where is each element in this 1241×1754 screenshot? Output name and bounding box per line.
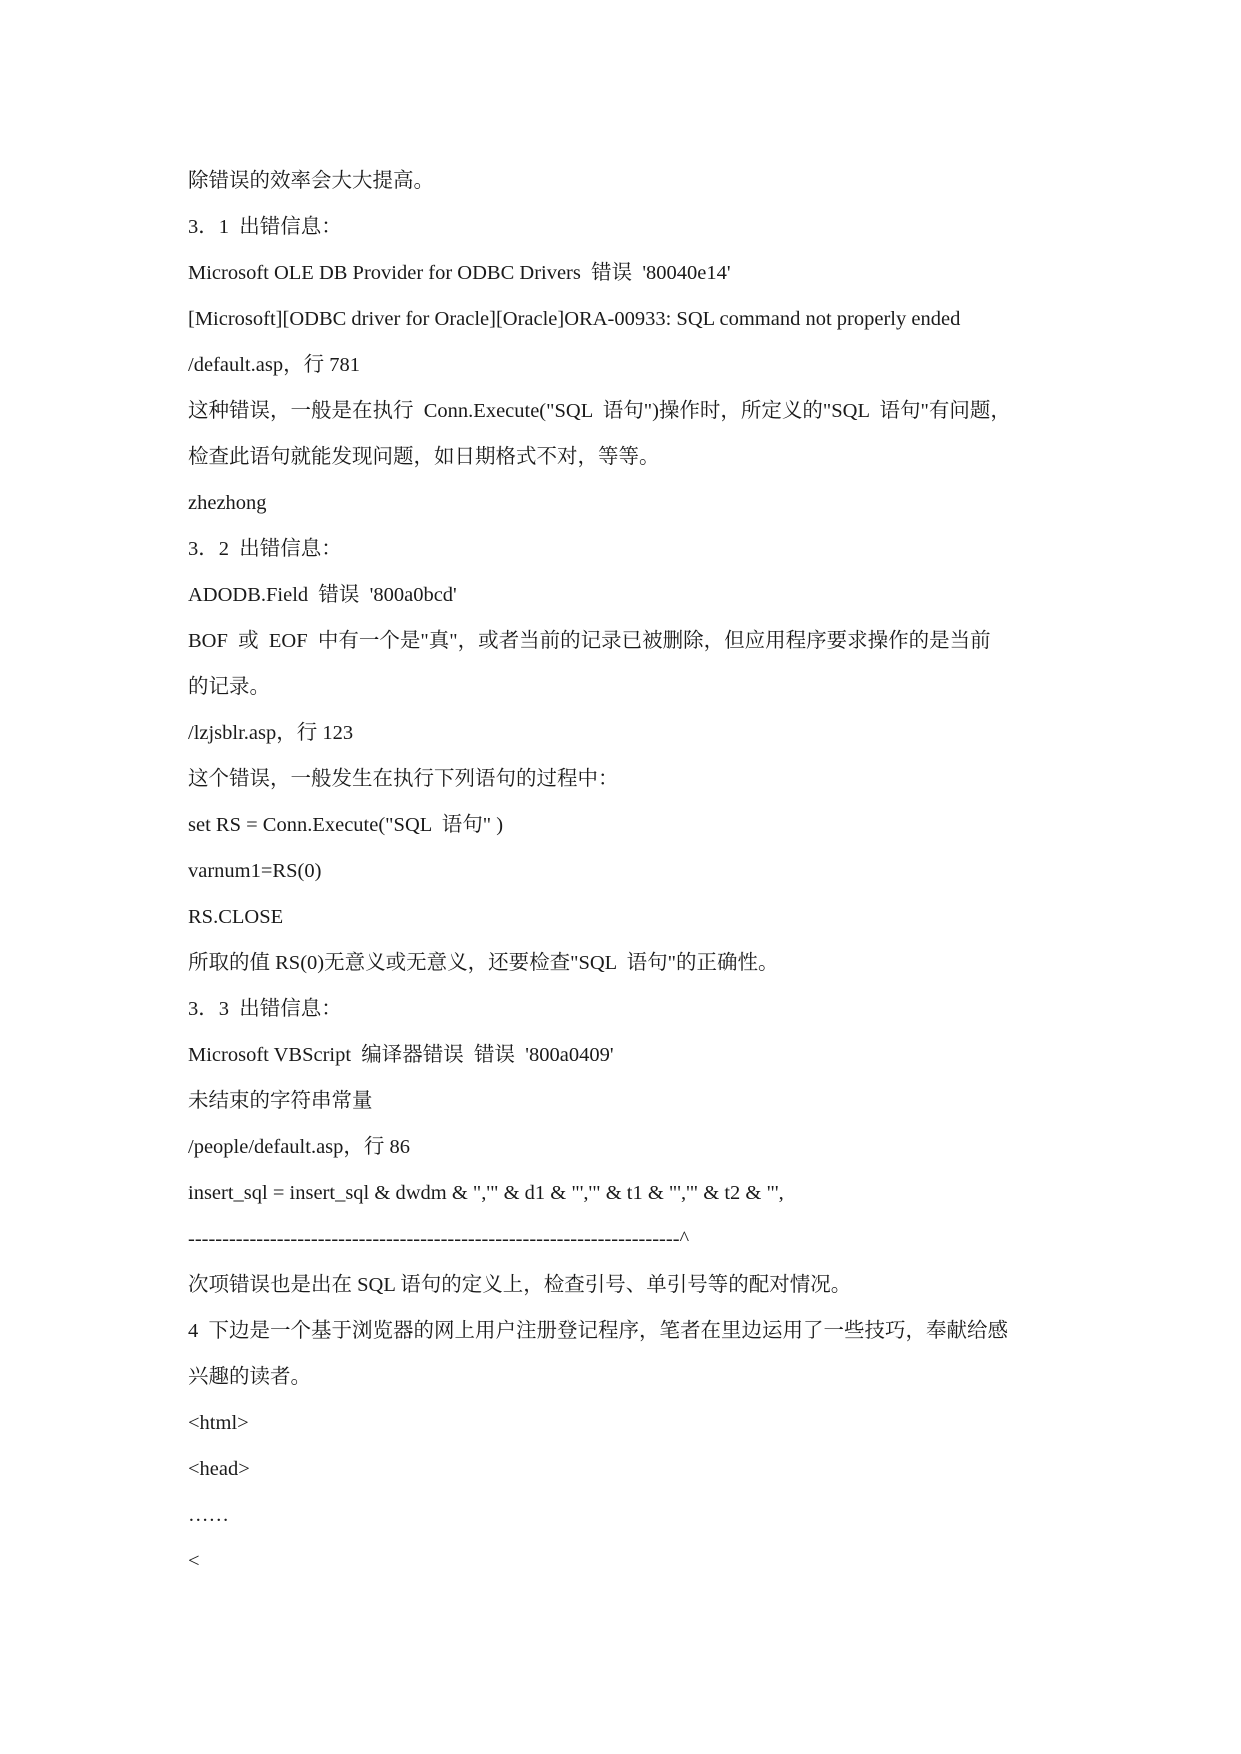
section-heading-3-1: 3．1 出错信息：	[188, 216, 342, 238]
text-line: 这个错误，一般发生在执行下列语句的过程中：	[188, 768, 619, 790]
document-body	[188, 158, 1058, 1584]
code-line: <html>	[188, 1412, 249, 1434]
error-message-line: Microsoft VBScript 编译器错误 错误 '800a0409'	[188, 1044, 614, 1066]
error-message-line: [Microsoft][ODBC driver for Oracle][Oracle]ORA-00933: SQL command not properly ended	[188, 308, 961, 330]
text-line: zhezhong	[188, 492, 267, 514]
error-message-line: Microsoft OLE DB Provider for ODBC Drivers 错误 '80040e14'	[188, 262, 731, 284]
code-line: set RS = Conn.Execute("SQL 语句" )	[188, 814, 504, 836]
text-line: 未结束的字符串常量	[188, 1090, 373, 1112]
code-line: varnum1=RS(0)	[188, 860, 322, 882]
error-location-line: /default.asp，行 781	[188, 354, 360, 376]
code-line: <	[188, 1550, 200, 1572]
code-line: insert_sql = insert_sql & dwdm & ",'" & d1 & "','" & t1 & "','" & t2 & "',	[188, 1182, 784, 1204]
code-line: <head>	[188, 1458, 250, 1480]
text-line: 的记录。	[188, 676, 270, 698]
text-line: 所取的值 RS(0)无意义或无意义，还要检查"SQL 语句"的正确性。	[188, 952, 779, 974]
code-line: ……	[188, 1504, 229, 1526]
section-heading-3-2: 3．2 出错信息：	[188, 538, 342, 560]
error-message-line: ADODB.Field 错误 '800a0bcd'	[188, 584, 457, 606]
text-line: 除错误的效率会大大提高。	[188, 170, 434, 192]
error-location-line: /lzjsblr.asp，行 123	[188, 722, 354, 744]
error-location-line: /people/default.asp，行 86	[188, 1136, 411, 1158]
text-line: 这种错误，一般是在执行 Conn.Execute("SQL 语句")操作时，所定义的"SQL 语句"有问题，	[188, 400, 1011, 422]
text-line: 兴趣的读者。	[188, 1366, 311, 1388]
text-line: BOF 或 EOF 中有一个是"真"，或者当前的记录已被删除，但应用程序要求操作的是当前	[188, 630, 991, 652]
section-heading-3-3: 3．3 出错信息：	[188, 998, 342, 1020]
code-caret-line: ------------------------------------------------------------------------^	[188, 1228, 690, 1250]
code-line: RS.CLOSE	[188, 906, 284, 928]
section-heading-4: 4 下边是一个基于浏览器的网上用户注册登记程序，笔者在里边运用了一些技巧，奉献给感	[188, 1320, 1008, 1342]
text-line: 检查此语句就能发现问题，如日期格式不对，等等。	[188, 446, 660, 468]
text-line: 次项错误也是出在 SQL 语句的定义上，检查引号、单引号等的配对情况。	[188, 1274, 852, 1296]
